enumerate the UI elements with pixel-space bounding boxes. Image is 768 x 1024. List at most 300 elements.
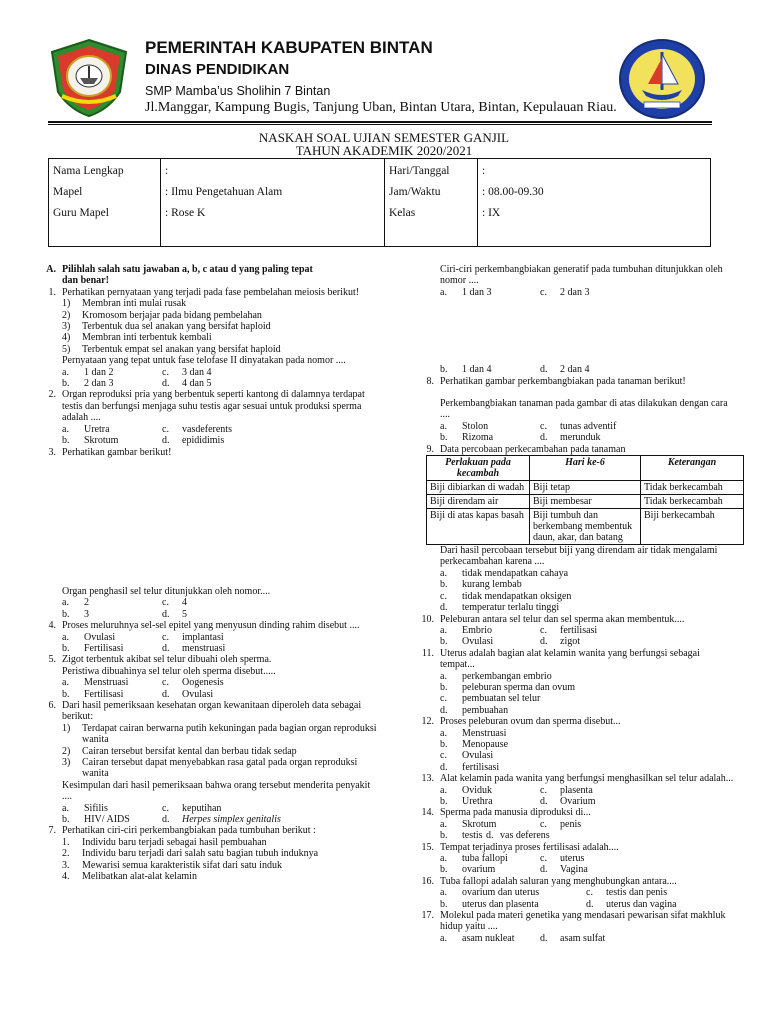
question-stem: Perhatikan pernyataan yang terjadi pada fase pembelahan meiosis berikut! xyxy=(62,286,360,298)
answer-option[interactable] xyxy=(416,693,736,704)
option-text: tidak mendapatkan cahaya xyxy=(462,567,569,579)
table-cell: Tidak berkecambah xyxy=(641,495,744,509)
question-stem: Organ reproduksi pria yang berbentuk seperti kantong di dalamnya terdapat testis dan berfungsi menjaga suhu testis agar sesuai untuk produksi sperma adalah .... xyxy=(62,389,365,424)
option-text: temperatur terlalu tinggi xyxy=(462,602,560,614)
option-text: 2 dan 3 xyxy=(560,286,590,298)
answer-row-ac[interactable] xyxy=(38,632,378,643)
option-text: keputihan xyxy=(182,802,222,814)
option-text: pembuahan xyxy=(462,704,509,716)
item-number: 2) xyxy=(62,745,71,757)
answer-row-bd[interactable] xyxy=(416,830,736,841)
option-text: vasdeferents xyxy=(182,423,232,435)
item-text: Mewarisi semua karakteristik sifat dari satu induk xyxy=(82,859,282,871)
option-text: HIV/ AIDS xyxy=(84,814,130,826)
time-label: Jam/Waktu xyxy=(389,186,441,198)
question-number: 6. xyxy=(48,699,56,711)
question-stem: Perhatikan gambar berikut! xyxy=(62,446,172,458)
option-letter: a. xyxy=(440,932,447,944)
option-letter: a. xyxy=(62,677,69,689)
option-letter: c. xyxy=(540,818,547,830)
answer-row-bd[interactable] xyxy=(416,796,736,807)
question-followup: Dari hasil percobaan tersebut biji yang direndam air tidak mengalami perkecambahan karena .... xyxy=(440,545,718,568)
identity-values-right xyxy=(478,159,711,247)
option-letter: c. xyxy=(540,420,547,432)
answer-row-bd[interactable] xyxy=(416,432,736,443)
option-letter: b. xyxy=(440,796,448,807)
answer-row-ac[interactable] xyxy=(38,367,378,378)
option-letter: b. xyxy=(440,738,448,750)
question-number: 9. xyxy=(426,443,434,455)
option-letter: b. xyxy=(62,642,70,654)
option-text: uterus dan vagina xyxy=(606,898,677,910)
school-emblem-logo xyxy=(618,38,706,120)
day-value: : xyxy=(482,165,486,177)
day-label: Hari/Tanggal xyxy=(389,165,450,177)
question-followup: Organ penghasil sel telur ditunjukkan oleh nomor.... xyxy=(62,585,271,597)
answer-row-ac[interactable] xyxy=(416,853,736,864)
question-number: 16. xyxy=(421,875,434,887)
option-text: Uretra xyxy=(84,423,110,435)
table-row xyxy=(427,481,744,495)
option-letter: c. xyxy=(540,624,547,636)
question-number: 4. xyxy=(48,620,56,632)
table-cell: Biji direndam air xyxy=(427,495,530,509)
answer-row-bd[interactable] xyxy=(416,864,736,875)
option-text: Ovulasi xyxy=(182,688,214,700)
option-letter: b. xyxy=(440,579,448,591)
option-letter: d. xyxy=(540,796,548,807)
option-letter: d. xyxy=(540,364,548,376)
option-text: epididimis xyxy=(182,435,225,447)
question-stem: Perhatikan gambar perkembangbiakan pada tanaman berikut! xyxy=(440,375,686,387)
question-stem: Perhatikan ciri-ciri perkembangbiakan pada tumbuhan berikut : xyxy=(62,825,316,837)
option-letter: a. xyxy=(440,727,447,739)
answer-row-ac[interactable] xyxy=(416,785,736,796)
question-stem: Tuba fallopi adalah saluran yang menghubungkan antara.... xyxy=(440,875,677,887)
answer-option[interactable] xyxy=(416,682,736,693)
option-text: vas deferens xyxy=(500,830,550,842)
answer-row-bd[interactable] xyxy=(416,899,736,910)
option-text: implantasi xyxy=(182,631,224,643)
answer-row-bd[interactable] xyxy=(38,378,378,389)
option-letter: d. xyxy=(162,688,170,700)
option-text: Oviduk xyxy=(462,784,492,796)
table-row xyxy=(427,495,744,509)
school-name: SMP Mamba’us Sholihin 7 Bintan xyxy=(145,84,331,98)
question-13 xyxy=(416,773,736,784)
identity-values-left xyxy=(161,159,385,247)
option-text: Skrotum xyxy=(84,435,119,447)
list-item xyxy=(38,321,378,332)
option-letter: c. xyxy=(540,784,547,796)
item-text: Individu baru terjadi sebagai hasil pembuahan xyxy=(82,836,267,848)
option-text: Ovulasi xyxy=(84,631,116,643)
table-cell: Biji dibiarkan di wadah xyxy=(427,481,530,495)
question-stem: Molekul pada materi genetika yang mendasari pewarisan sifat makhluk hidup yaitu .... xyxy=(440,910,726,933)
option-letter: a. xyxy=(440,818,447,830)
option-letter: c. xyxy=(540,286,547,298)
item-number: 5) xyxy=(62,343,71,355)
item-number: 1. xyxy=(62,836,70,848)
option-letter: d. xyxy=(540,932,548,944)
option-text: asam sulfat xyxy=(560,932,606,944)
question-16 xyxy=(416,876,736,887)
question-stem: Proses peleburan ovum dan sperma disebut... xyxy=(440,716,621,728)
option-letter: d. xyxy=(162,378,170,390)
option-letter: a. xyxy=(440,887,447,899)
option-letter: a. xyxy=(440,286,447,298)
answer-row-ac[interactable] xyxy=(38,803,378,814)
answer-option[interactable] xyxy=(416,671,736,682)
item-text: Cairan tersebut dapat menyebabkan rasa gatal pada organ reproduksi wanita xyxy=(82,757,358,780)
option-text: peleburan sperma dan ovum xyxy=(462,681,576,693)
answer-row-bd[interactable] xyxy=(38,609,378,620)
column-header: Keterangan xyxy=(641,456,744,481)
list-item xyxy=(38,757,378,780)
question-number: 5. xyxy=(48,654,56,666)
option-text: 3 xyxy=(84,608,89,620)
question-stem: Data percobaan perkecambahan pada tanaman xyxy=(440,443,626,455)
option-text: Vagina xyxy=(560,864,588,876)
option-text: ovarium dan uterus xyxy=(462,887,540,899)
option-letter: b. xyxy=(62,814,70,826)
item-text: Individu baru terjadi dari salah satu bagian tubuh induknya xyxy=(82,848,319,860)
list-item xyxy=(38,848,378,859)
option-letter: b. xyxy=(62,378,70,390)
option-text: menstruasi xyxy=(182,642,226,654)
table-cell: Biji tumbuh dan berkembang membentuk daun, akar, dan batang xyxy=(530,509,641,545)
option-text: Menstruasi xyxy=(462,727,507,739)
option-letter: b. xyxy=(440,432,448,444)
option-letter: a. xyxy=(440,624,447,636)
option-text: Ovarium xyxy=(560,796,596,807)
option-letter: b. xyxy=(440,636,448,648)
option-letter: d. xyxy=(540,636,548,648)
option-text: Urethra xyxy=(462,796,493,807)
question-8 xyxy=(416,376,736,387)
question-stem: Proses meluruhnya sel-sel epitel yang menyusun dinding rahim disebut .... xyxy=(62,620,360,632)
blank-space xyxy=(416,298,736,364)
item-text: Terbentuk empat sel anakan yang bersifat haploid xyxy=(82,343,281,355)
option-letter: d. xyxy=(162,814,170,826)
item-number: 3) xyxy=(62,321,71,333)
option-letter: a. xyxy=(62,366,69,378)
question-number: 3. xyxy=(48,446,56,458)
question-followup: Kesimpulan dari hasil pemeriksaan bahwa orang tersebut menderita penyakit .... xyxy=(62,779,371,803)
answer-option[interactable] xyxy=(416,750,736,761)
question-10 xyxy=(416,614,736,625)
question-number: 2. xyxy=(48,389,56,401)
option-text: Sifilis xyxy=(84,802,108,814)
answer-row-ac[interactable] xyxy=(416,625,736,636)
identity-labels-left xyxy=(49,159,161,247)
option-letter: b. xyxy=(440,830,448,842)
answer-option[interactable] xyxy=(416,579,736,590)
question-stem: Peleburan antara sel telur dan sel sperma akan membentuk.... xyxy=(440,613,685,625)
list-item xyxy=(38,837,378,848)
item-text: Membran inti mulai rusak xyxy=(82,298,187,310)
option-text: Menstruasi xyxy=(84,677,129,689)
option-letter: a. xyxy=(440,853,447,865)
question-stem: Uterus adalah bagian alat kelamin wanita yang berfungsi sebagai tempat... xyxy=(440,647,700,671)
option-text: Menopause xyxy=(462,738,509,750)
option-text: Stolon xyxy=(462,420,489,432)
option-letter: b. xyxy=(62,435,70,447)
option-letter: b. xyxy=(440,898,448,910)
table-cell: Biji tetap xyxy=(530,481,641,495)
option-text: uterus dan plasenta xyxy=(462,898,539,910)
answer-row-ac[interactable] xyxy=(416,933,736,944)
option-text: asam nukleat xyxy=(462,932,515,944)
class-value: : IX xyxy=(482,207,501,219)
question-followup: Perkembangbiakan tanaman pada gambar di atas dilakukan dengan cara .... xyxy=(440,398,728,421)
question-17 xyxy=(416,910,736,933)
item-text: Terdapat cairan berwarna putih kekuningan pada bagian organ reproduksi wanita xyxy=(82,722,377,746)
option-letter: c. xyxy=(540,853,547,865)
teacher-label: Guru Mapel xyxy=(53,207,109,219)
subject-value: : Ilmu Pengetahuan Alam xyxy=(165,186,283,198)
option-text: 1 dan 3 xyxy=(462,286,492,298)
answer-option[interactable] xyxy=(416,568,736,579)
question-7 xyxy=(38,825,378,836)
answer-row-ac[interactable] xyxy=(416,421,736,432)
answer-row-ac[interactable] xyxy=(38,677,378,688)
option-letter: c. xyxy=(162,631,169,643)
option-letter: a. xyxy=(62,597,69,609)
option-letter: b. xyxy=(62,688,70,700)
answer-option[interactable] xyxy=(416,728,736,739)
instruction-line-2: dan benar! xyxy=(62,275,109,287)
option-letter: d. xyxy=(486,830,494,842)
option-text: Ovulasi xyxy=(462,750,494,762)
option-letter: b. xyxy=(440,364,448,376)
exam-title-block xyxy=(0,131,768,157)
answer-row-bd[interactable] xyxy=(38,689,378,700)
option-text: plasenta xyxy=(560,784,593,796)
section-instruction xyxy=(38,264,378,287)
option-text: 5 xyxy=(182,608,187,620)
option-text: penis xyxy=(560,818,582,830)
option-text: merunduk xyxy=(560,432,601,444)
answer-row-ac[interactable] xyxy=(38,424,378,435)
item-number: 1) xyxy=(62,298,71,310)
option-text: zigot xyxy=(560,636,580,648)
list-item xyxy=(38,723,378,746)
blank-space xyxy=(416,387,736,398)
answer-row-bd[interactable] xyxy=(38,814,378,825)
option-letter: a. xyxy=(440,670,447,682)
header-divider-thin xyxy=(48,124,712,125)
option-text: tidak mendapatkan oksigen xyxy=(462,590,572,602)
option-letter: d. xyxy=(162,642,170,654)
option-text: 4 dan 5 xyxy=(182,378,212,390)
option-text: testis xyxy=(462,830,483,842)
section-letter: A. xyxy=(46,264,56,275)
option-text: Skrotum xyxy=(462,818,497,830)
option-letter: a. xyxy=(440,567,447,579)
option-letter: d. xyxy=(440,602,448,614)
option-text: fertilisasi xyxy=(560,624,598,636)
questions-right-column xyxy=(416,264,736,944)
question-15 xyxy=(416,842,736,853)
header-divider xyxy=(48,121,712,123)
questions-left-column xyxy=(38,264,378,882)
table-header-row xyxy=(427,456,744,481)
answer-option[interactable] xyxy=(416,739,736,750)
option-letter: d. xyxy=(440,761,448,773)
option-text: 2 xyxy=(84,597,89,609)
answer-option[interactable] xyxy=(416,591,736,602)
list-item xyxy=(38,746,378,757)
class-label: Kelas xyxy=(389,207,416,219)
option-letter: a. xyxy=(440,420,447,432)
question-1 xyxy=(38,287,378,298)
school-address: Jl.Manggar, Kampung Bugis, Tanjung Uban, Bintan Utara, Bintan, Kepulauan Riau. xyxy=(145,100,617,115)
question-2 xyxy=(38,389,378,423)
item-number: 2) xyxy=(62,309,71,321)
question-stem: Dari hasil pemeriksaan kesehatan organ kewanitaan diperoleh data sebagai berikut: xyxy=(62,699,362,723)
question-5 xyxy=(38,654,378,665)
option-letter: c. xyxy=(440,750,447,762)
subject-label: Mapel xyxy=(53,186,83,198)
option-text: 2 dan 3 xyxy=(84,378,114,390)
option-text: tuba fallopi xyxy=(462,853,508,865)
item-text: Melibatkan alat-alat kelamin xyxy=(82,871,197,883)
option-letter: c. xyxy=(440,693,447,705)
instruction-line-1: Pilihlah salah satu jawaban a, b, c atau d yang paling tepat xyxy=(62,264,313,275)
option-text: testis dan penis xyxy=(606,887,668,899)
identity-labels-right xyxy=(385,159,478,247)
option-text: perkembangan embrio xyxy=(462,670,552,682)
answer-option[interactable] xyxy=(416,705,736,716)
question-number: 12. xyxy=(421,716,434,728)
answer-row-bd[interactable] xyxy=(416,364,736,375)
question-4 xyxy=(38,620,378,631)
question-number: 15. xyxy=(421,841,434,853)
option-text: Rizoma xyxy=(462,432,494,444)
option-letter: c. xyxy=(162,597,169,609)
column-header: Perlakuan pada kecambah xyxy=(427,456,530,481)
list-item xyxy=(38,860,378,871)
exam-title: NASKAH SOAL UJIAN SEMESTER GANJIL xyxy=(258,130,510,145)
answer-row-bd[interactable] xyxy=(38,435,378,446)
option-letter: a. xyxy=(440,784,447,796)
question-number: 11. xyxy=(421,647,434,659)
option-letter: d. xyxy=(540,432,548,444)
list-item xyxy=(38,871,378,882)
list-item xyxy=(38,298,378,309)
question-14 xyxy=(416,807,736,818)
item-number: 2. xyxy=(62,848,70,860)
option-text: uterus xyxy=(560,853,585,865)
question-number: 17. xyxy=(421,910,434,922)
question-followup: Peristiwa dibuahinya sel telur oleh sperma disebut..... xyxy=(62,665,276,677)
item-text: Terbentuk dua sel anakan yang bersifat haploid xyxy=(82,321,271,333)
question-stem: Alat kelamin pada wanita yang berfungsi menghasilkan sel telur adalah... xyxy=(440,773,734,785)
question-stem: Zigot terbentuk akibat sel telur dibuahi oleh sperma. xyxy=(62,654,272,666)
table-row xyxy=(427,509,744,545)
answer-row-ac[interactable] xyxy=(416,287,736,298)
item-number: 4. xyxy=(62,871,70,883)
item-number: 3) xyxy=(62,757,71,768)
option-letter: c. xyxy=(440,590,447,602)
item-text: Cairan tersebut bersifat kental dan berbau tidak sedap xyxy=(82,745,297,757)
option-letter: d. xyxy=(540,864,548,876)
option-letter: a. xyxy=(62,631,69,643)
answer-row-bd[interactable] xyxy=(38,643,378,654)
option-text: fertilisasi xyxy=(462,761,500,773)
question-number: 7. xyxy=(48,825,56,837)
column-header: Hari ke-6 xyxy=(530,456,641,481)
option-text: 2 dan 4 xyxy=(560,364,590,376)
answer-option[interactable] xyxy=(416,602,736,613)
option-letter: c. xyxy=(162,423,169,435)
answer-row-bd[interactable] xyxy=(416,636,736,647)
table-cell: Biji berkecambah xyxy=(641,509,744,545)
question-image-placeholder xyxy=(38,458,378,586)
list-item xyxy=(38,310,378,321)
academic-year: TAHUN AKADEMIK 2020/2021 xyxy=(295,143,473,158)
question-stem: Tempat terjadinya proses fertilisasi adalah.... xyxy=(440,841,619,853)
option-letter: d. xyxy=(162,435,170,447)
department-name: DINAS PENDIDIKAN xyxy=(145,61,290,78)
option-letter: a. xyxy=(62,802,69,814)
option-text: Fertilisasi xyxy=(84,642,124,654)
question-stem: Sperma pada manusia diproduksi di... xyxy=(440,807,591,819)
item-number: 1) xyxy=(62,722,71,734)
option-text: Oogenesis xyxy=(182,677,224,689)
option-text: pembuatan sel telur xyxy=(462,693,541,705)
question-number: 8. xyxy=(426,375,434,387)
question-12 xyxy=(416,716,736,727)
question-9 xyxy=(416,444,736,455)
option-letter: d. xyxy=(586,898,594,910)
option-text: tunas adventif xyxy=(560,420,617,432)
option-letter: c. xyxy=(162,677,169,689)
option-letter: c. xyxy=(586,887,593,899)
option-text: 1 dan 4 xyxy=(462,364,492,376)
question-number: 1. xyxy=(48,286,56,298)
answer-row-ac[interactable] xyxy=(416,819,736,830)
option-text: kurang lembab xyxy=(462,579,522,591)
option-text: Embrio xyxy=(462,624,492,636)
question-number: 10. xyxy=(421,613,434,625)
option-letter: d. xyxy=(162,608,170,620)
option-letter: b. xyxy=(440,864,448,876)
option-letter: d. xyxy=(440,704,448,716)
name-value: : xyxy=(165,165,169,177)
answer-row-ac[interactable] xyxy=(38,597,378,608)
question-followup: Pernyataan yang tepat untuk fase telofase II dinyatakan pada nomor .... xyxy=(62,355,346,367)
item-number: 4) xyxy=(62,332,71,344)
name-label: Nama Lengkap xyxy=(53,165,124,177)
option-text: Fertilisasi xyxy=(84,688,124,700)
option-letter: b. xyxy=(440,681,448,693)
table-cell: Biji membesar xyxy=(530,495,641,509)
item-number: 3. xyxy=(62,859,70,871)
bintan-regency-logo xyxy=(48,38,130,118)
question-number: 13. xyxy=(421,773,434,785)
teacher-value: : Rose K xyxy=(165,207,206,219)
option-text: 1 dan 2 xyxy=(84,366,114,378)
answer-option[interactable] xyxy=(416,762,736,773)
answer-row-ac[interactable] xyxy=(416,887,736,898)
question-3 xyxy=(38,447,378,458)
option-text: 4 xyxy=(182,597,187,609)
option-letter: c. xyxy=(162,802,169,814)
student-identity-table xyxy=(48,158,711,247)
option-text: Herpes simplex genitalis xyxy=(182,814,281,826)
